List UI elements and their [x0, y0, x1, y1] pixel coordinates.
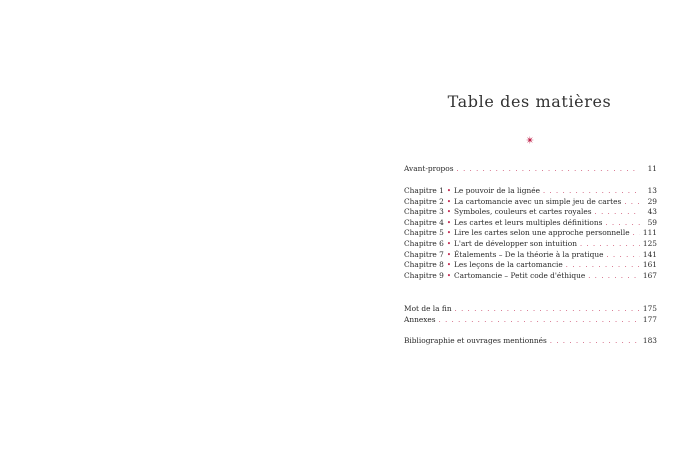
leader-dots — [580, 239, 640, 250]
toc-entry-bibliography[interactable] — [404, 336, 657, 347]
leader-dots — [439, 315, 640, 326]
leader-dots — [550, 336, 640, 347]
chapter-page: 59 — [647, 217, 657, 227]
bullet-icon: • — [446, 271, 451, 280]
chapter-page: 111 — [642, 228, 657, 238]
toc-bibliography — [404, 336, 657, 347]
toc-entry-label: Mot de la fin — [404, 304, 452, 313]
bullet-icon: • — [446, 208, 451, 217]
toc-chapters — [404, 186, 657, 281]
toc-back-matter — [404, 304, 657, 325]
leader-dots — [566, 260, 640, 271]
leader-dots — [605, 218, 640, 229]
bullet-icon: • — [446, 261, 451, 270]
chapter-title: L'art de développer son intuition — [454, 238, 577, 248]
chapter-number: Chapitre 4 — [404, 217, 444, 227]
toc-entry-chapter-7[interactable] — [404, 250, 657, 261]
toc-entry-chapter-4[interactable] — [404, 218, 657, 229]
toc-entry-closing-words[interactable] — [404, 304, 657, 315]
chapter-number: Chapitre 2 — [404, 196, 444, 206]
chapter-page: 29 — [647, 196, 657, 206]
chapter-title: Les leçons de la cartomancie — [454, 260, 563, 270]
star-ornament-icon: ✴ — [525, 134, 535, 147]
leader-dots — [595, 207, 640, 218]
toc-entry-label: Annexes — [404, 314, 436, 324]
toc-entry-page: 11 — [647, 164, 657, 173]
chapter-title: Symboles, couleurs et cartes royales — [454, 207, 592, 217]
chapter-page: 167 — [642, 270, 657, 280]
leader-dots — [624, 197, 640, 208]
toc-entry-chapter-6[interactable] — [404, 239, 657, 250]
chapter-title: Le pouvoir de la lignée — [454, 186, 540, 195]
bullet-icon: • — [446, 187, 451, 195]
toc-entry-chapter-9[interactable] — [404, 271, 657, 282]
chapter-number: Chapitre 5 — [404, 228, 444, 238]
leader-dots — [633, 228, 640, 239]
leader-dots — [455, 304, 640, 315]
chapter-title: Lire les cartes selon une approche personnelle — [454, 228, 630, 238]
toc-entry-chapter-1[interactable] — [404, 186, 657, 197]
leader-dots — [588, 271, 640, 282]
chapter-page: 141 — [642, 249, 657, 259]
leader-dots — [543, 186, 640, 197]
chapter-page: 13 — [647, 186, 657, 195]
toc-entry-page: 175 — [642, 304, 657, 313]
toc-entry-foreword[interactable] — [404, 164, 657, 175]
leader-dots — [457, 164, 640, 175]
toc-entry-chapter-5[interactable] — [404, 228, 657, 239]
chapter-number: Chapitre 9 — [404, 270, 444, 280]
toc-entry-page: 177 — [642, 314, 657, 324]
bullet-icon: • — [446, 229, 451, 238]
toc-entry-page: 183 — [642, 336, 657, 345]
toc-entry-label: Bibliographie et ouvrages mentionnés — [404, 336, 547, 345]
chapter-number: Chapitre 1 — [404, 186, 444, 195]
chapter-page: 125 — [642, 238, 657, 248]
chapter-title: Étalements – De la théorie à la pratique — [454, 249, 604, 259]
bullet-icon: • — [446, 218, 451, 227]
chapter-number: Chapitre 6 — [404, 238, 444, 248]
chapter-number: Chapitre 7 — [404, 249, 444, 259]
chapter-title: Les cartes et leurs multiples définitions — [454, 217, 603, 227]
bullet-icon: • — [446, 197, 451, 206]
bullet-icon: • — [446, 250, 451, 259]
toc-entry-chapter-8[interactable] — [404, 260, 657, 271]
page-title: Table des matières — [447, 92, 612, 111]
chapter-number: Chapitre 3 — [404, 207, 444, 217]
chapter-title: Cartomancie – Petit code d'éthique — [454, 270, 586, 280]
toc-entry-chapter-2[interactable] — [404, 197, 657, 208]
chapter-page: 43 — [647, 207, 657, 217]
toc-entry-label: Avant-propos — [404, 164, 454, 173]
toc-foreword — [404, 164, 657, 175]
leader-dots — [607, 250, 640, 261]
chapter-page: 161 — [642, 260, 657, 270]
bullet-icon: • — [446, 239, 451, 248]
chapter-title: La cartomancie avec un simple jeu de cartes — [454, 196, 622, 206]
toc-entry-chapter-3[interactable] — [404, 207, 657, 218]
toc-entry-appendices[interactable] — [404, 315, 657, 326]
chapter-number: Chapitre 8 — [404, 260, 444, 270]
